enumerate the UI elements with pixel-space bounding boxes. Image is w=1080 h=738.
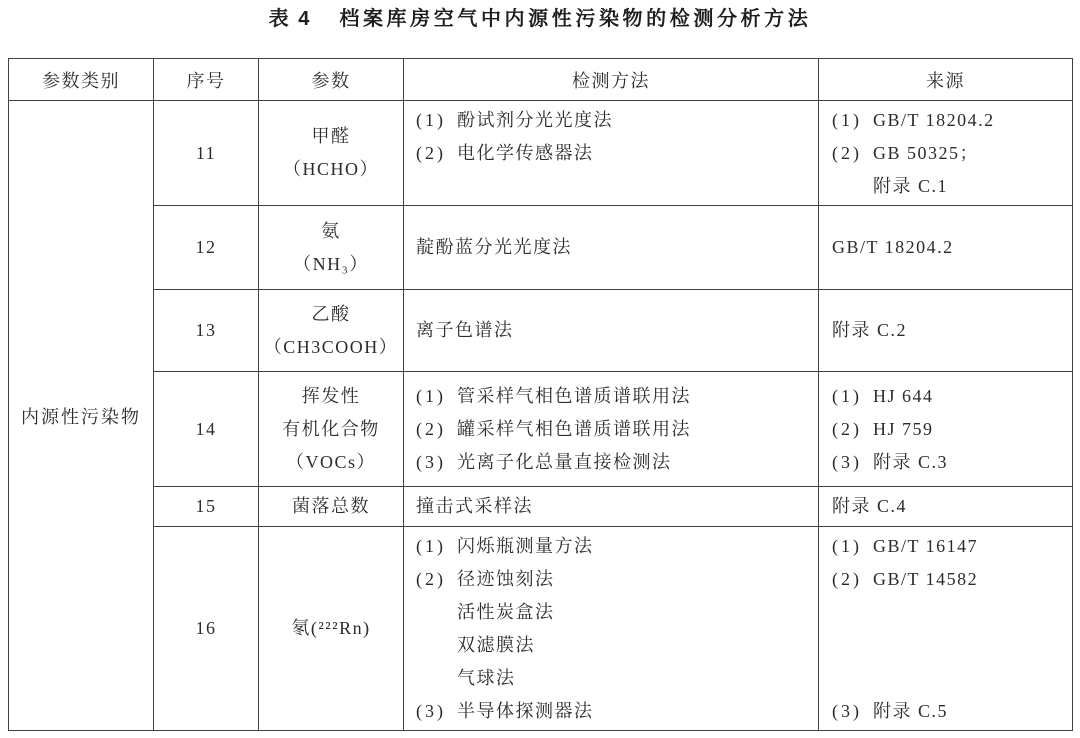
entry-lines xyxy=(416,490,818,523)
source-entry xyxy=(832,530,1072,563)
sequence-cell: 11 xyxy=(154,101,259,206)
entry-lines xyxy=(457,104,818,137)
method-line: 光离子化总量直接检测法 xyxy=(457,451,672,472)
method-entry xyxy=(416,231,818,264)
entry-lines xyxy=(873,137,1072,203)
entry-number: (1) xyxy=(416,535,446,556)
table-row xyxy=(9,527,1073,731)
source-line: HJ 644 xyxy=(873,385,934,406)
entry-number: (2) xyxy=(832,568,862,589)
source-entry xyxy=(832,380,1072,413)
method-line: 离子色谱法 xyxy=(416,320,514,340)
source-line: GB/T 16147 xyxy=(873,535,979,556)
entry-lines xyxy=(873,446,1072,479)
method-line: 酚试剂分光光度法 xyxy=(457,109,613,130)
entry-lines xyxy=(457,695,818,728)
header-parameter: 参数 xyxy=(259,59,404,101)
method-entry xyxy=(416,104,818,137)
entry-lines xyxy=(457,530,818,563)
entry-number: (2) xyxy=(832,418,862,439)
header-category: 参数类别 xyxy=(9,59,154,101)
method-entry xyxy=(416,380,818,413)
source-cell xyxy=(819,206,1073,290)
parameter-line: （VOCs） xyxy=(285,451,376,472)
method-line: 管采样气相色谱质谱联用法 xyxy=(457,385,691,406)
entry-lines xyxy=(873,695,1072,728)
entry-lines xyxy=(457,446,818,479)
source-line: 附录 C.2 xyxy=(832,320,908,340)
parameter-cell xyxy=(259,372,404,487)
table-row xyxy=(9,101,1073,206)
parameter-line: 有机化合物 xyxy=(282,418,380,439)
entry-number: (3) xyxy=(832,451,862,472)
entry-number: (1) xyxy=(416,109,446,130)
entry-number: (2) xyxy=(416,568,446,589)
parameter-line: 乙酸 xyxy=(311,303,351,324)
parameter-line: 菌落总数 xyxy=(292,496,370,516)
parameter-cell xyxy=(259,290,404,372)
entry-lines xyxy=(873,380,1072,413)
parameter-line: （HCHO） xyxy=(282,159,379,179)
sequence-cell: 14 xyxy=(154,372,259,487)
entry-lines xyxy=(457,413,818,446)
source-cell xyxy=(819,372,1073,487)
source-entry xyxy=(832,563,1072,695)
header-sequence: 序号 xyxy=(154,59,259,101)
parameter-cell xyxy=(259,487,404,527)
header-row xyxy=(9,59,1073,101)
source-entry xyxy=(832,137,1072,203)
source-entry xyxy=(832,695,1072,728)
method-line: 靛酚蓝分光光度法 xyxy=(416,237,572,257)
method-cell xyxy=(404,290,819,372)
parameter-line: （CH3COOH） xyxy=(263,336,399,357)
entry-number: (3) xyxy=(416,451,446,472)
table-row xyxy=(9,372,1073,487)
method-cell xyxy=(404,527,819,731)
entry-lines xyxy=(832,490,1072,523)
entry-lines xyxy=(457,380,818,413)
parameter-line: 氡(²²²Rn) xyxy=(291,618,371,638)
entry-number: (1) xyxy=(416,385,446,406)
table-number-label: 表 4 xyxy=(268,8,312,30)
entry-number: (3) xyxy=(416,700,446,721)
source-entry xyxy=(832,231,1072,264)
parameter-line: 氨 xyxy=(321,220,341,241)
method-entry xyxy=(416,137,818,203)
source-entry xyxy=(832,314,1072,347)
source-line: 附录 C.5 xyxy=(873,700,949,721)
table-title-text: 档案库房空气中内源性污染物的检测分析方法 xyxy=(339,8,812,30)
entry-lines xyxy=(873,413,1072,446)
parameter-line: 甲醛 xyxy=(311,126,351,146)
table-body xyxy=(9,101,1073,731)
method-line: 电化学传感器法 xyxy=(457,142,594,163)
source-line: 附录 C.3 xyxy=(873,451,949,472)
method-entry xyxy=(416,530,818,563)
entry-lines xyxy=(873,563,1072,596)
method-entry xyxy=(416,314,818,347)
entry-number: (1) xyxy=(832,109,862,130)
table-row xyxy=(9,487,1073,527)
table-row xyxy=(9,290,1073,372)
method-cell xyxy=(404,487,819,527)
source-entry xyxy=(832,413,1072,446)
category-cell: 内源性污染物 xyxy=(9,101,154,731)
source-line: GB/T 18204.2 xyxy=(832,237,954,257)
source-line: HJ 759 xyxy=(873,418,934,439)
sequence-cell: 13 xyxy=(154,290,259,372)
source-entry xyxy=(832,490,1072,523)
entry-number: (2) xyxy=(832,142,862,163)
method-entry xyxy=(416,490,818,523)
method-entry xyxy=(416,413,818,446)
method-line: 气球法 xyxy=(457,667,516,688)
entry-lines xyxy=(873,530,1072,563)
method-line: 活性炭盒法 xyxy=(457,601,555,622)
method-entry xyxy=(416,446,818,479)
method-cell xyxy=(404,206,819,290)
entry-lines xyxy=(457,563,818,695)
header-method: 检测方法 xyxy=(404,59,819,101)
analysis-methods-table xyxy=(8,58,1073,731)
table-row xyxy=(9,206,1073,290)
entry-lines xyxy=(416,231,818,264)
parameter-cell xyxy=(259,101,404,206)
parameter-line: （NH₃） xyxy=(293,253,369,274)
method-cell xyxy=(404,101,819,206)
source-entry xyxy=(832,446,1072,479)
sequence-cell: 15 xyxy=(154,487,259,527)
entry-number: (3) xyxy=(832,700,862,721)
method-cell xyxy=(404,372,819,487)
method-line: 罐采样气相色谱质谱联用法 xyxy=(457,418,691,439)
method-entry xyxy=(416,695,818,728)
source-cell xyxy=(819,487,1073,527)
sequence-cell: 16 xyxy=(154,527,259,731)
method-line: 闪烁瓶测量方法 xyxy=(457,535,594,556)
entry-lines xyxy=(832,231,1072,264)
method-line: 双滤膜法 xyxy=(457,634,535,655)
source-cell xyxy=(819,290,1073,372)
entry-number: (1) xyxy=(832,535,862,556)
source-line: 附录 C.1 xyxy=(873,175,949,196)
method-line: 径迹蚀刻法 xyxy=(457,568,555,589)
entry-number: (1) xyxy=(832,385,862,406)
entry-lines xyxy=(416,314,818,347)
header-source: 来源 xyxy=(819,59,1073,101)
source-line: GB 50325； xyxy=(873,142,980,163)
entry-lines xyxy=(873,104,1072,137)
entry-number: (2) xyxy=(416,418,446,439)
entry-lines xyxy=(457,137,818,170)
source-entry xyxy=(832,104,1072,137)
entry-lines xyxy=(832,314,1072,347)
method-line: 半导体探测器法 xyxy=(457,700,594,721)
source-cell xyxy=(819,527,1073,731)
parameter-cell xyxy=(259,527,404,731)
entry-number: (2) xyxy=(416,142,446,163)
sequence-cell: 12 xyxy=(154,206,259,290)
source-cell xyxy=(819,101,1073,206)
parameter-line: 挥发性 xyxy=(301,385,361,406)
method-entry xyxy=(416,563,818,695)
source-line: 附录 C.4 xyxy=(832,496,908,516)
method-line: 撞击式采样法 xyxy=(416,496,533,516)
source-line: GB/T 18204.2 xyxy=(873,109,995,130)
table-title xyxy=(0,5,1080,33)
source-line: GB/T 14582 xyxy=(873,568,979,589)
parameter-cell xyxy=(259,206,404,290)
